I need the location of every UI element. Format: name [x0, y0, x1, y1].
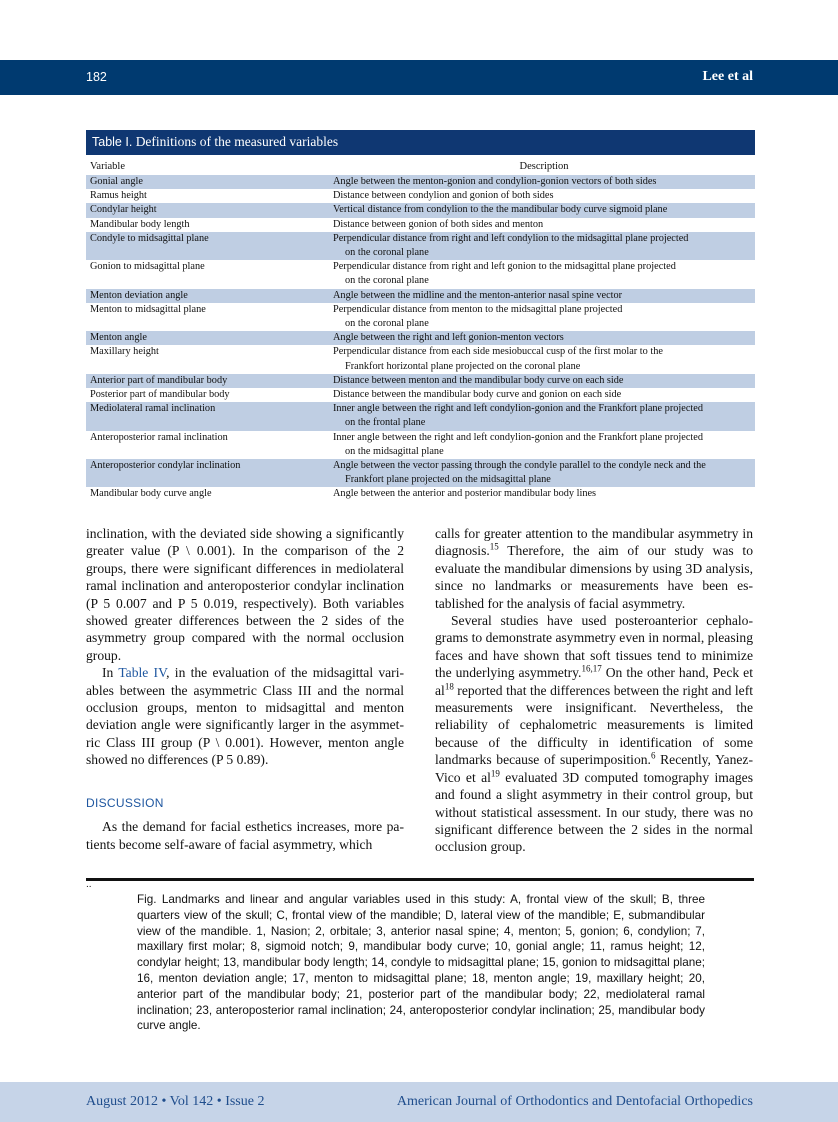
cell-description	[333, 331, 755, 345]
cell-variable: Condyle to midsagittal plane	[90, 232, 209, 244]
description-line: Perpendicular distance from each side mesiobuccal cusp of the first molar to the	[333, 346, 663, 358]
description-line: Distance between the mandibular body curve and gonion on each side	[333, 389, 622, 401]
paragraph	[435, 525, 753, 612]
cell-description	[333, 345, 755, 373]
description-line: Perpendicular distance from menton to the midsagittal plane projected	[333, 303, 623, 315]
figure-caption: Fig. Landmarks and linear and angular variables used in this study: A, frontal view of the skull; B, three quarters view of the skull; C, frontal view of the mandible; D, lateral view of the mandible; E, submandibular view of the mandible. 1, Nasion; 2, orbitale; 3, anterior nasal spine; 4, menton; 5, gonion; 6, condylion; 7, maxillary first molar; 8, sigmoid notch; 9, mandibular body curve; 10, gonial angle; 11, ramus height; 12, condylar height; 13, mandibular body length; 14, condyle to midsagittal plane; 15, gonion to midsagittal plane; 16, menton deviation angle; 17, menton to midsagittal plane; 18, menton angle; 19, maxillary height; 20, anterior part of the mandibular body; 21, posterior part of the mandibular body; 22, mediolateral ramal inclination; 23, anteroposterior ramal inclination; 24, anteroposterior condylar inclination; 25, mandibular body curve angle.	[137, 893, 705, 1033]
description-line: Inner angle between the right and left condylion-gonion and the Frankfort plane projected	[333, 403, 703, 415]
table-row	[86, 431, 755, 459]
description-line: Perpendicular distance from right and left gonion to the midsagittal plane projected	[333, 261, 676, 273]
cell-description	[333, 374, 755, 388]
cell-description	[333, 303, 755, 331]
paragraph: As the demand for facial esthetics increases, more patients become self-aware of facial asymmetry, which	[86, 819, 404, 852]
cell-description	[333, 289, 755, 303]
table-row	[86, 388, 755, 402]
reference[interactable]: 6	[650, 750, 656, 761]
table-row	[86, 374, 755, 388]
cell-variable: Gonion to midsagittal plane	[90, 261, 205, 273]
cell-description	[333, 402, 755, 430]
table-row	[86, 218, 755, 232]
text: In	[102, 665, 119, 681]
description-line: Angle between the midline and the menton-anterior nasal spine vector	[333, 289, 623, 301]
cell-description	[333, 189, 755, 203]
description-line: Inner angle between the right and left condylion-gonion and the Frankfort plane projected	[333, 431, 703, 443]
text: Several studies have used posteroanterior cephalograms to demonstrate asymmetry even in normal, pleasing faces and have shown that soft tissues tend to minimize the underlying asymmetry.	[435, 613, 753, 681]
cell-variable: Posterior part of mandibular body	[90, 389, 230, 401]
description-line: Vertical distance from condylion to the the mandibular body curve sigmoid plane	[333, 204, 668, 216]
description-line: on the coronal plane	[345, 318, 429, 330]
left-column	[86, 525, 404, 853]
page-number: 182	[86, 70, 107, 84]
description-line: Angle between the menton-gonion and condylion-gonion vectors of both sides	[333, 176, 657, 187]
text: evaluated 3D computed tomography images and found a slight asymmetry in their control group, but without statistical assessment. In our study, there was no significant difference between the 2 sides in the normal occlusion group.	[435, 769, 753, 855]
cell-variable: Menton angle	[90, 332, 147, 344]
cell-description	[333, 388, 755, 402]
cell-description	[333, 203, 755, 217]
cell-variable: Ramus height	[90, 190, 147, 202]
description-line: Angle between the anterior and posterior mandibular body lines	[333, 488, 597, 500]
section-heading-discussion: DISCUSSION	[86, 795, 164, 810]
cell-variable: Maxillary height	[90, 346, 159, 358]
table-row	[86, 260, 755, 288]
description-line: on the midsagittal plane	[345, 445, 444, 457]
table-header-row	[86, 155, 755, 175]
cell-variable: Anterior part of mandibular body	[90, 374, 228, 386]
paragraph	[86, 664, 404, 768]
table-title-text: Definitions of the measured variables	[135, 134, 339, 149]
description-line: on the coronal plane	[345, 247, 429, 259]
cell-description	[333, 459, 755, 487]
text: calls for greater attention to the mandibular asymmetry in diagnosis.	[435, 526, 753, 559]
cell-description	[333, 260, 755, 288]
description-line: Angle between the right and left gonion-menton vectors	[333, 332, 564, 344]
description-line: Angle between the vector passing through the condyle parallel to the condyle neck and the	[333, 460, 706, 472]
table-definitions	[86, 130, 755, 502]
reference[interactable]: 19	[490, 768, 500, 779]
cell-variable: Menton deviation angle	[90, 289, 188, 301]
cell-description	[333, 218, 755, 232]
right-column	[435, 525, 753, 856]
table-row	[86, 175, 755, 189]
cell-description	[333, 232, 755, 260]
cell-variable: Menton to midsagittal plane	[90, 303, 206, 315]
cell-description	[333, 175, 755, 189]
cell-variable: Anteroposterior ramal inclination	[90, 431, 228, 443]
table-row	[86, 459, 755, 487]
text: reported that the differences between the right and left measurements were insignificant. Nevertheless, the reliability of cephalometric measurements is limited because of the difficulty in identification of some landmarks because of superimposition.	[435, 682, 753, 768]
table-row	[86, 203, 755, 217]
running-footer	[0, 1082, 838, 1122]
table-title	[86, 130, 755, 155]
table-row	[86, 331, 755, 345]
issue-info: August 2012 • Vol 142 • Issue 2	[86, 1094, 265, 1109]
description-line: Distance between gonion of both sides and menton	[333, 218, 544, 230]
description-line: Frankfort horizontal plane projected on the coronal plane	[345, 360, 581, 372]
journal-name: American Journal of Orthodontics and Dentofacial Orthopedics	[396, 1094, 753, 1109]
reference[interactable]: 18	[444, 681, 454, 692]
description-line: on the frontal plane	[345, 417, 426, 429]
column-header-description: Description	[519, 161, 569, 172]
table-row	[86, 345, 755, 373]
table-row	[86, 289, 755, 303]
cell-variable: Mandibular body length	[90, 218, 190, 230]
reference[interactable]: 16,17	[581, 663, 602, 674]
table-row	[86, 232, 755, 260]
cell-variable: Condylar height	[90, 204, 157, 216]
cell-description	[333, 431, 755, 459]
reference[interactable]: 15	[489, 541, 499, 552]
paragraph: inclination, with the deviated side showing a significantly greater value (P \ 0.001). In the comparison of the 2 groups, there were significant differences in mediolateral ramal inclination and anteroposterior condylar inclination (P 5 0.007 and P 5 0.019, respectively). Both variables showed greater differences between the 2 sides of the asymmetry group compared with the normal occlusion group.	[86, 526, 404, 663]
table-iv-link[interactable]: Table IV	[118, 665, 167, 681]
running-header	[0, 60, 838, 95]
description-line: Distance between condylion and gonion of both sides	[333, 190, 554, 202]
text: , in the evaluation of the midsagittal variables between the asymmetric Class III and the normal occlusion groups, menton to midsagittal and menton deviation angle were significantly larger in the asymmetric Class III group (P \ 0.001). However, menton angle showed no differences (P 5 0.89).	[86, 665, 405, 768]
description-line: Frankfort plane projected on the midsagittal plane	[345, 474, 551, 486]
cell-variable: Mediolateral ramal inclination	[90, 403, 216, 415]
text: On the other hand, Peck et al	[435, 665, 753, 698]
cell-variable: Gonial angle	[90, 176, 143, 187]
description-line: on the coronal plane	[345, 275, 429, 287]
text: Recently, Yanez-Vico et al	[435, 752, 753, 785]
table-row	[86, 189, 755, 203]
paragraph	[435, 612, 753, 856]
table-row	[86, 402, 755, 430]
table-row	[86, 487, 755, 501]
column-header-variable: Variable	[90, 161, 125, 172]
running-authors: Lee et al	[702, 69, 753, 84]
cell-variable: Mandibular body curve angle	[90, 488, 212, 500]
table-label: Table I.	[92, 135, 133, 149]
cell-description	[333, 487, 755, 501]
text: Therefore, the aim of our study was to evaluate the mandibular dimensions by using 3D analysis, since no landmarks or measurements have been established for the analysis of facial asymmetry.	[435, 543, 753, 611]
cell-variable: Anteroposterior condylar inclination	[90, 460, 241, 472]
figure-divider	[86, 878, 754, 881]
description-line: Distance between menton and the mandibular body curve on each side	[333, 374, 624, 386]
description-line: Perpendicular distance from right and left condylion to the midsagittal plane projected	[333, 232, 689, 244]
figure-marker: ..	[86, 879, 92, 890]
table-row	[86, 303, 755, 331]
